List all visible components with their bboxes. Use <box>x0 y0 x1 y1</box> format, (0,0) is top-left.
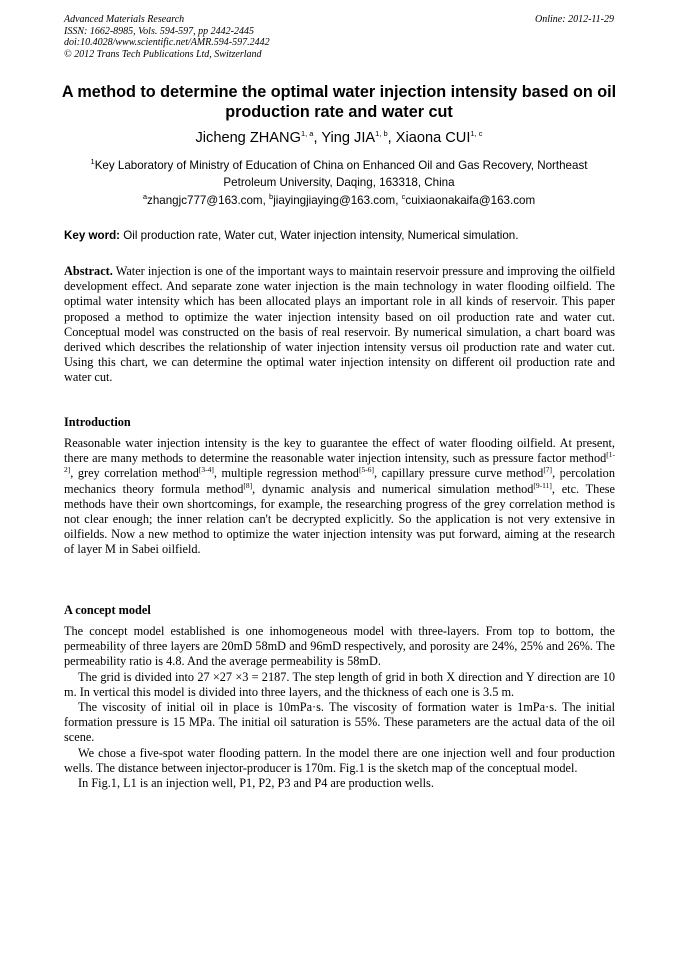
introduction-paragraph <box>64 436 615 558</box>
author-sup: 1, c <box>470 129 483 139</box>
issn: ISSN: 1662-8985, Vols. 594-597, pp 2442-2445 <box>64 25 254 37</box>
affiliation-sup: 1 <box>90 157 95 167</box>
affiliation-text: Key Laboratory of Ministry of Education of China on Enhanced Oil and Gas Recovery, Northeast Petroleum University, Daqing, 163318, China <box>94 159 588 189</box>
intro-text: , multiple regression method <box>213 466 359 481</box>
concept-model-heading: A concept model <box>64 603 151 617</box>
abstract-section <box>64 264 615 386</box>
author-sup: 1, b <box>375 129 388 139</box>
author-sep: , <box>313 130 322 146</box>
introduction-heading: Introduction <box>64 415 131 429</box>
citation: [3-4] <box>198 465 214 475</box>
keywords-text: Oil production rate, Water cut, Water injection intensity, Numerical simulation. <box>123 229 519 242</box>
concept-paragraph: The concept model established is one inhomogeneous model with three-layers. From top to bottom, the permeability of three layers are 20mD 58mD and 96mD respectively, and porosity are 24%, 25% and 26%. The permeability ratio is 4.8. And the average permeability is 58mD. <box>64 624 615 669</box>
email-sup: a <box>142 192 148 202</box>
author-sep: , <box>387 130 396 146</box>
citation: [7] <box>543 465 553 475</box>
concept-model-section <box>64 603 615 791</box>
concept-paragraph: We chose a five-spot water flooding pattern. In the model there are one injection well and four production wells. The distance between injector-producer is 170m. Fig.1 is the sketch map of the conceptual model. <box>64 745 615 775</box>
paper-title: A method to determine the optimal water injection intensity based on oil production rate and water cut <box>61 83 617 121</box>
keywords <box>64 229 624 242</box>
citation: [9-11] <box>533 480 552 490</box>
author-name: Xiaona CUI <box>395 130 471 146</box>
email-sup: b <box>269 192 274 202</box>
email-address: cuixiaonakaifa@163.com <box>405 194 536 207</box>
intro-text: , etc. These methods have their own shortcomings, for example, the researching progress of the grey correlation method is not clear enough; the inner relation can't be decrypted explicitly. So the application is not very extensive in oilfields. Now a new method to optimize the water injection intensity was put forward, aiming at the research of layer M in Sabei oilfield. <box>64 481 616 557</box>
journal-name: Advanced Materials Research <box>64 14 185 25</box>
journal-header <box>64 14 270 60</box>
intro-text: Reasonable water injection intensity is the key to guarantee the effect of water flooding oilfield. At present, there are many methods to determine the reasonable water injection intensity, such as pressure factor method <box>64 436 615 466</box>
doi: doi:10.4028/www.scientific.net/AMR.594-597.2442 <box>64 37 270 48</box>
author-name: Ying JIA <box>321 130 376 146</box>
email-list <box>0 194 678 207</box>
abstract-paragraph <box>64 264 615 386</box>
concept-paragraph: The grid is divided into 27 ×27 ×3 = 2187. The step length of grid in both X direction and Y direction are 10 m. In vertical this model is divided into three layers, and the thickness of each one is 3.5 m. <box>64 669 615 699</box>
introduction-section <box>64 415 615 558</box>
intro-text: , percolation mechanics theory formula method <box>64 466 615 496</box>
concept-paragraph: In Fig.1, L1 is an injection well, P1, P2, P3 and P4 are production wells. <box>78 776 434 791</box>
concept-paragraph: The viscosity of initial oil in place is 10mPa·s. The viscosity of formation water is 1mPa·s. The initial formation pressure is 15 MPa. The initial oil saturation is 55%. These parameters are the actual data of the oil scene. <box>64 700 615 745</box>
email-address: jiayingjiaying@163.com <box>273 194 396 207</box>
abstract-text: Water injection is one of the important ways to maintain reservoir pressure and improving the oilfield development effect. And separate zone water injection is the main technology in water flooding oilfield. The optimal water intensity which has been allocated plays an important role in all kinds of reservoir. This paper proposed a method to optimize the water injection intensity based on oil production rate and water cut. Conceptual model was constructed on the basis of real reservoir. By numerical simulation, a chart board was derived which describes the relationship of water injection intensity versus oil production rate and water cut. Using this chart, we can determine the optimal water injection intensity on different oil production rate and water cut. <box>64 264 615 385</box>
abstract-label: Abstract. <box>64 264 113 278</box>
citation: [5-6] <box>358 465 374 475</box>
email-sup: c <box>401 192 406 202</box>
email-sep: , <box>262 194 270 207</box>
online-date: Online: 2012-11-29 <box>535 14 614 25</box>
author-list <box>0 130 678 146</box>
keywords-label: Key word: <box>64 229 121 242</box>
email-address: zhangjc777@163.com <box>147 194 263 207</box>
author-sup: 1, a <box>300 129 314 139</box>
citation: [1-2] <box>64 450 615 475</box>
intro-text: , dynamic analysis and numerical simulation method <box>252 481 534 496</box>
author-name: Jicheng ZHANG <box>195 130 301 146</box>
copyright: © 2012 Trans Tech Publications Ltd, Switzerland <box>64 48 262 60</box>
email-sep: , <box>395 194 402 207</box>
intro-text: , capillary pressure curve method <box>373 466 544 481</box>
citation: [8] <box>243 480 253 490</box>
affiliation <box>64 157 614 191</box>
intro-text: , grey correlation method <box>70 466 199 481</box>
